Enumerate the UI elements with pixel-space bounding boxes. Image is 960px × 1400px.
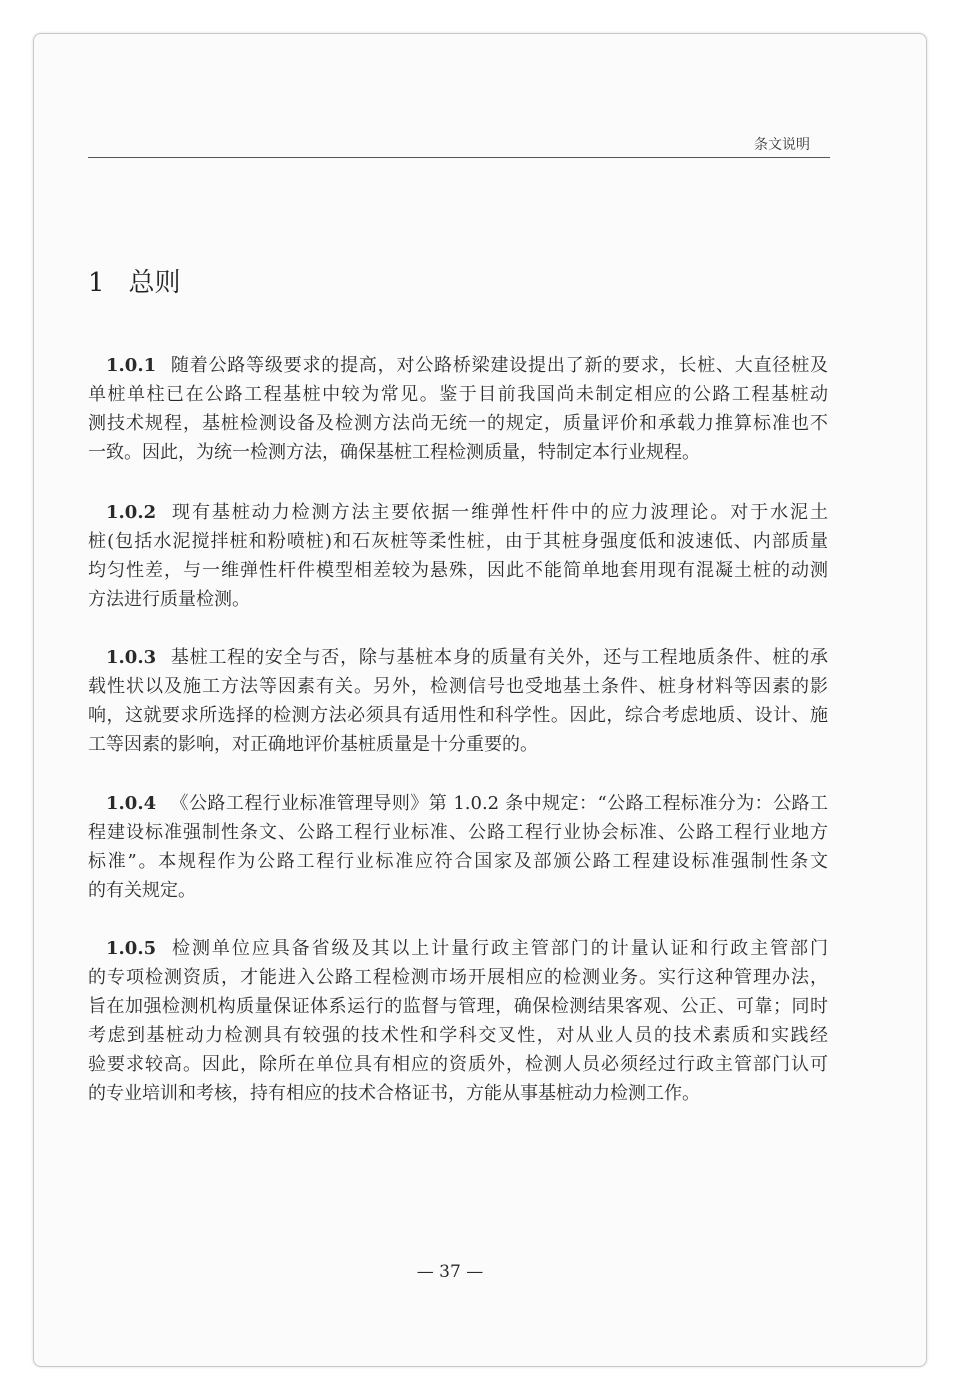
- clause-number: 1.0.5: [106, 938, 157, 959]
- chapter-number: 1: [88, 268, 105, 298]
- line-text: 工等因素的影响，对正确地评价基桩质量是十分重要的。: [88, 734, 538, 755]
- line-text: 基桩工程的安全与否，除与基桩本身的质量有关外，还与工程地质条件、桩的承: [170, 647, 828, 668]
- line-text: 的专业培训和考核，持有相应的技术合格证书，方能从事基桩动力检测工作。: [88, 1083, 700, 1104]
- line-text: 标准”。本规程作为公路工程行业标准应符合国家及部颁公路工程建设标准强制性条文: [88, 851, 828, 872]
- line-text: 程建设标准强制性条文、公路工程行业标准、公路工程行业协会标准、公路工程行业地方: [88, 822, 828, 843]
- paragraph-line: [88, 556, 828, 585]
- paragraph-line: [88, 1079, 828, 1108]
- paragraph-line: [88, 934, 828, 963]
- line-text: 旨在加强检测机构质量保证体系运行的监督与管理，确保检测结果客观、公正、可靠；同时: [88, 996, 828, 1017]
- clause-number: 1.0.3: [106, 647, 157, 668]
- paragraph-line: [88, 963, 828, 992]
- line-text: 现有基桩动力检测方法主要依据一维弹性杆件中的应力波理论。对于水泥土: [170, 502, 828, 523]
- chapter-name: 总则: [128, 268, 181, 298]
- line-text: 单桩单柱已在公路工程基桩中较为常见。鉴于目前我国尚未制定相应的公路工程基桩动: [88, 384, 828, 405]
- page-number: — 37 —: [416, 1262, 484, 1282]
- clause-number: 1.0.1: [106, 355, 157, 376]
- line-text: 的有关规定。: [88, 880, 196, 901]
- clause-number: 1.0.2: [106, 502, 157, 523]
- line-text: 随着公路等级要求的提高，对公路桥梁建设提出了新的要求，长桩、大直径桩及: [170, 355, 828, 376]
- clause-paragraph: [88, 789, 828, 905]
- line-text: 《公路工程行业标准管理导则》第 1.0.2 条中规定：“公路工程标准分为：公路工: [170, 793, 828, 814]
- line-text: 测技术规程，基桩检测设备及检测方法尚无统一的规定，质量评价和承载力推算标准也不: [88, 413, 828, 434]
- clause-paragraph: [88, 934, 828, 1108]
- paragraph-line: [88, 527, 828, 556]
- paragraph-line: [88, 643, 828, 672]
- clause-paragraph: [88, 351, 828, 467]
- chapter-title: [88, 262, 181, 299]
- line-text: 桩(包括水泥搅拌桩和粉喷桩)和石灰桩等柔性桩，由于其桩身强度低和波速低、内部质量: [88, 531, 828, 552]
- line-text: 检测单位应具备省级及其以上计量行政主管部门的计量认证和行政主管部门: [170, 938, 828, 959]
- paragraph-line: [88, 789, 828, 818]
- paragraph-line: [88, 818, 828, 847]
- clause-number: 1.0.4: [106, 793, 157, 814]
- paragraph-line: [88, 847, 828, 876]
- running-header: 条文说明: [754, 137, 810, 153]
- clause-paragraph: [88, 643, 828, 759]
- paragraph-line: [88, 380, 828, 409]
- paragraph-line: [88, 351, 828, 380]
- line-text: 载性状以及施工方法等因素有关。另外，检测信号也受地基土条件、桩身材料等因素的影: [88, 676, 828, 697]
- line-text: 验要求较高。因此，除所在单位具有相应的资质外，检测人员必须经过行政主管部门认可: [88, 1054, 828, 1075]
- paragraph-line: [88, 992, 828, 1021]
- clause-paragraph: [88, 498, 828, 614]
- paragraph-line: [88, 701, 828, 730]
- paragraph-line: [88, 1021, 828, 1050]
- paragraph-line: [88, 730, 828, 759]
- paragraph-line: [88, 876, 828, 905]
- paragraph-line: [88, 672, 828, 701]
- line-text: 的专项检测资质，才能进入公路工程检测市场开展相应的检测业务。实行这种管理办法，: [88, 967, 828, 988]
- paragraph-line: [88, 438, 828, 467]
- paragraph-line: [88, 498, 828, 527]
- paragraph-line: [88, 1050, 828, 1079]
- line-text: 方法进行质量检测。: [88, 589, 250, 610]
- paragraph-line: [88, 409, 828, 438]
- line-text: 一致。因此，为统一检测方法，确保基桩工程检测质量，特制定本行业规程。: [88, 442, 700, 463]
- paragraph-line: [88, 585, 828, 614]
- header-rule: [88, 157, 830, 158]
- line-text: 响，这就要求所选择的检测方法必须具有适用性和科学性。因此，综合考虑地质、设计、施: [88, 705, 828, 726]
- line-text: 考虑到基桩动力检测具有较强的技术性和学科交叉性，对从业人员的技术素质和实践经: [88, 1025, 828, 1046]
- line-text: 均匀性差，与一维弹性杆件模型相差较为悬殊，因此不能简单地套用现有混凝土桩的动测: [88, 560, 828, 581]
